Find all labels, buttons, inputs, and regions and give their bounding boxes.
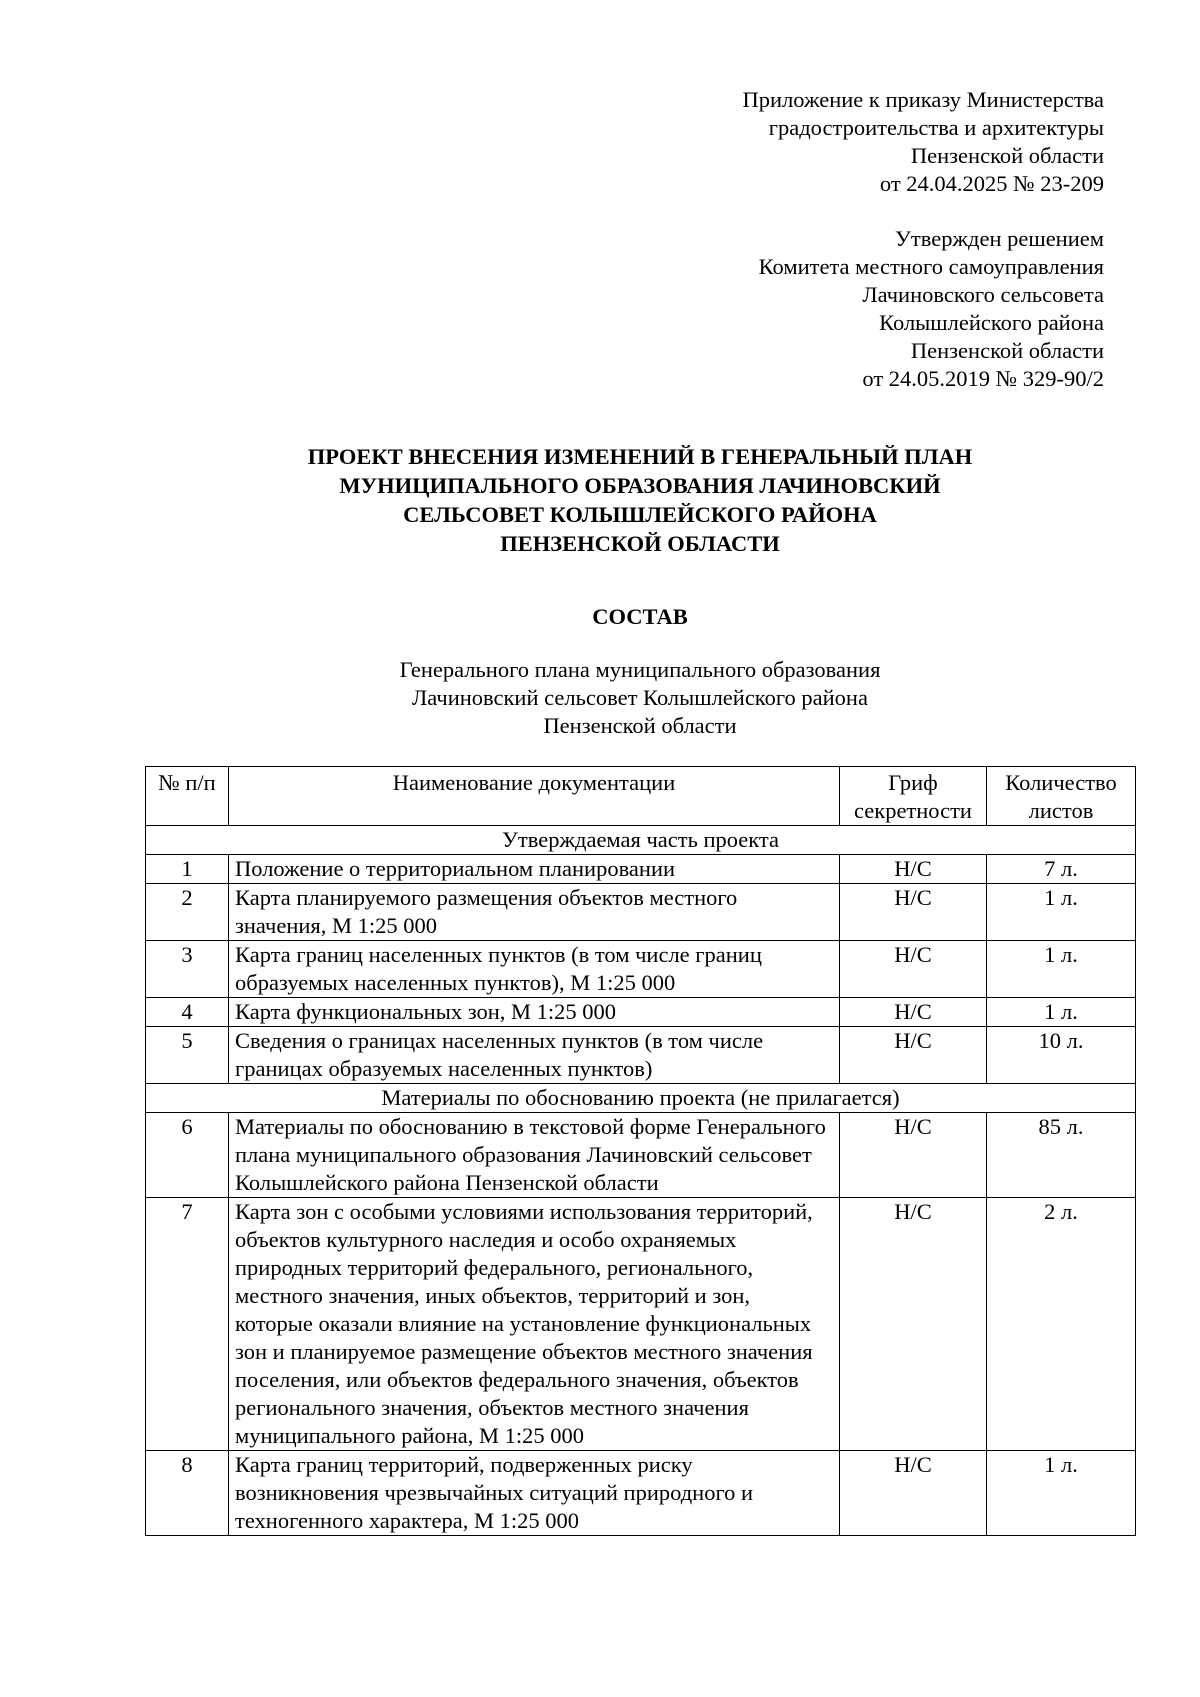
approval-line: Пензенской области bbox=[910, 338, 1104, 363]
title-line: МУНИЦИПАЛЬНОГО ОБРАЗОВАНИЯ ЛАЧИНОВСКИЙ bbox=[339, 473, 941, 498]
row-classification: Н/С bbox=[840, 1451, 987, 1536]
row-document-name: Карта границ населенных пунктов (в том числе границ образуемых населенных пунктов), М 1:25 000 bbox=[229, 941, 840, 998]
table-row bbox=[146, 1027, 1136, 1084]
table-row bbox=[146, 855, 1136, 884]
composition-heading: СОСТАВ bbox=[592, 604, 688, 629]
appendix-header bbox=[743, 86, 1104, 198]
row-number: 6 bbox=[146, 1113, 229, 1198]
appendix-line: от 24.04.2025 № 23-209 bbox=[879, 171, 1104, 196]
row-sheet-count: 1 л. bbox=[987, 941, 1136, 998]
row-sheet-count: 10 л. bbox=[987, 1027, 1136, 1084]
row-number: 2 bbox=[146, 884, 229, 941]
subtitle-line: Пензенской области bbox=[543, 713, 737, 738]
row-document-name: Карта зон с особыми условиями использования территорий, объектов культурного наследия и особо охраняемых природных территорий федерального, регионального, местного значения, иных объектов, территорий и зон, которые оказали влияние на установление функциональных зон и планируемое размещение объектов местного значения поселения, или объектов федерального значения, объектов регионального значения, объектов местного значения муниципального района, М 1:25 000 bbox=[229, 1198, 840, 1451]
appendix-line: градостроительства и архитектуры bbox=[768, 115, 1104, 140]
title-line: ПЕНЗЕНСКОЙ ОБЛАСТИ bbox=[500, 531, 780, 556]
row-document-name: Карта планируемого размещения объектов местного значения, М 1:25 000 bbox=[229, 884, 840, 941]
approval-line: Утвержден решением bbox=[895, 226, 1104, 251]
row-classification: Н/С bbox=[840, 1027, 987, 1084]
section-row bbox=[146, 1084, 1136, 1113]
row-number: 7 bbox=[146, 1198, 229, 1451]
approval-line: Колышлейского района bbox=[879, 310, 1104, 335]
row-sheet-count: 85 л. bbox=[987, 1113, 1136, 1198]
row-document-name: Положение о территориальном планировании bbox=[229, 855, 840, 884]
approval-line: Комитета местного самоуправления bbox=[758, 254, 1104, 279]
row-document-name: Сведения о границах населенных пунктов (в том числе границах образуемых населенных пунктов) bbox=[229, 1027, 840, 1084]
table-row bbox=[146, 998, 1136, 1027]
table-row bbox=[146, 1198, 1136, 1451]
table-row bbox=[146, 1451, 1136, 1536]
row-sheet-count: 7 л. bbox=[987, 855, 1136, 884]
row-number: 3 bbox=[146, 941, 229, 998]
table-row bbox=[146, 1113, 1136, 1198]
section-title: Материалы по обоснованию проекта (не прилагается) bbox=[146, 1084, 1136, 1113]
section-title: Утверждаемая часть проекта bbox=[146, 826, 1136, 855]
table-header-row bbox=[146, 767, 1136, 826]
documents-table bbox=[145, 766, 1136, 1536]
approval-header bbox=[759, 225, 1104, 393]
approval-line: Лачиновского сельсовета bbox=[862, 282, 1104, 307]
table-body bbox=[146, 826, 1136, 1536]
row-classification: Н/С bbox=[840, 884, 987, 941]
row-classification: Н/С bbox=[840, 1198, 987, 1451]
row-classification: Н/С bbox=[840, 1113, 987, 1198]
header-sheet-count: Количество листов bbox=[987, 767, 1136, 826]
row-document-name: Карта границ территорий, подверженных риску возникновения чрезвычайных ситуаций природного и техногенного характера, М 1:25 000 bbox=[229, 1451, 840, 1536]
row-document-name: Карта функциональных зон, М 1:25 000 bbox=[229, 998, 840, 1027]
row-number: 5 bbox=[146, 1027, 229, 1084]
row-number: 1 bbox=[146, 855, 229, 884]
table-row bbox=[146, 941, 1136, 998]
row-document-name: Материалы по обоснованию в текстовой форме Генерального плана муниципального образования Лачиновский сельсовет Колышлейского района Пензенской области bbox=[229, 1113, 840, 1198]
composition-subtitle bbox=[150, 656, 1130, 740]
approval-line: от 24.05.2019 № 329-90/2 bbox=[862, 366, 1104, 391]
table-row bbox=[146, 884, 1136, 941]
row-number: 8 bbox=[146, 1451, 229, 1536]
row-classification: Н/С bbox=[840, 941, 987, 998]
document-title bbox=[150, 442, 1130, 558]
appendix-line: Приложение к приказу Министерства bbox=[742, 87, 1104, 112]
row-classification: Н/С bbox=[840, 998, 987, 1027]
header-number: № п/п bbox=[146, 767, 229, 826]
row-sheet-count: 1 л. bbox=[987, 1451, 1136, 1536]
subtitle-line: Генерального плана муниципального образования bbox=[399, 657, 881, 682]
row-classification: Н/С bbox=[840, 855, 987, 884]
row-sheet-count: 1 л. bbox=[987, 884, 1136, 941]
section-row bbox=[146, 826, 1136, 855]
title-line: СЕЛЬСОВЕТ КОЛЫШЛЕЙСКОГО РАЙОНА bbox=[403, 502, 877, 527]
subtitle-line: Лачиновский сельсовет Колышлейского района bbox=[412, 685, 868, 710]
title-line: ПРОЕКТ ВНЕСЕНИЯ ИЗМЕНЕНИЙ В ГЕНЕРАЛЬНЫЙ ПЛАН bbox=[307, 444, 973, 469]
row-sheet-count: 1 л. bbox=[987, 998, 1136, 1027]
row-number: 4 bbox=[146, 998, 229, 1027]
header-classification: Гриф секретности bbox=[840, 767, 987, 826]
appendix-line: Пензенской области bbox=[910, 143, 1104, 168]
row-sheet-count: 2 л. bbox=[987, 1198, 1136, 1451]
header-name: Наименование документации bbox=[229, 767, 840, 826]
